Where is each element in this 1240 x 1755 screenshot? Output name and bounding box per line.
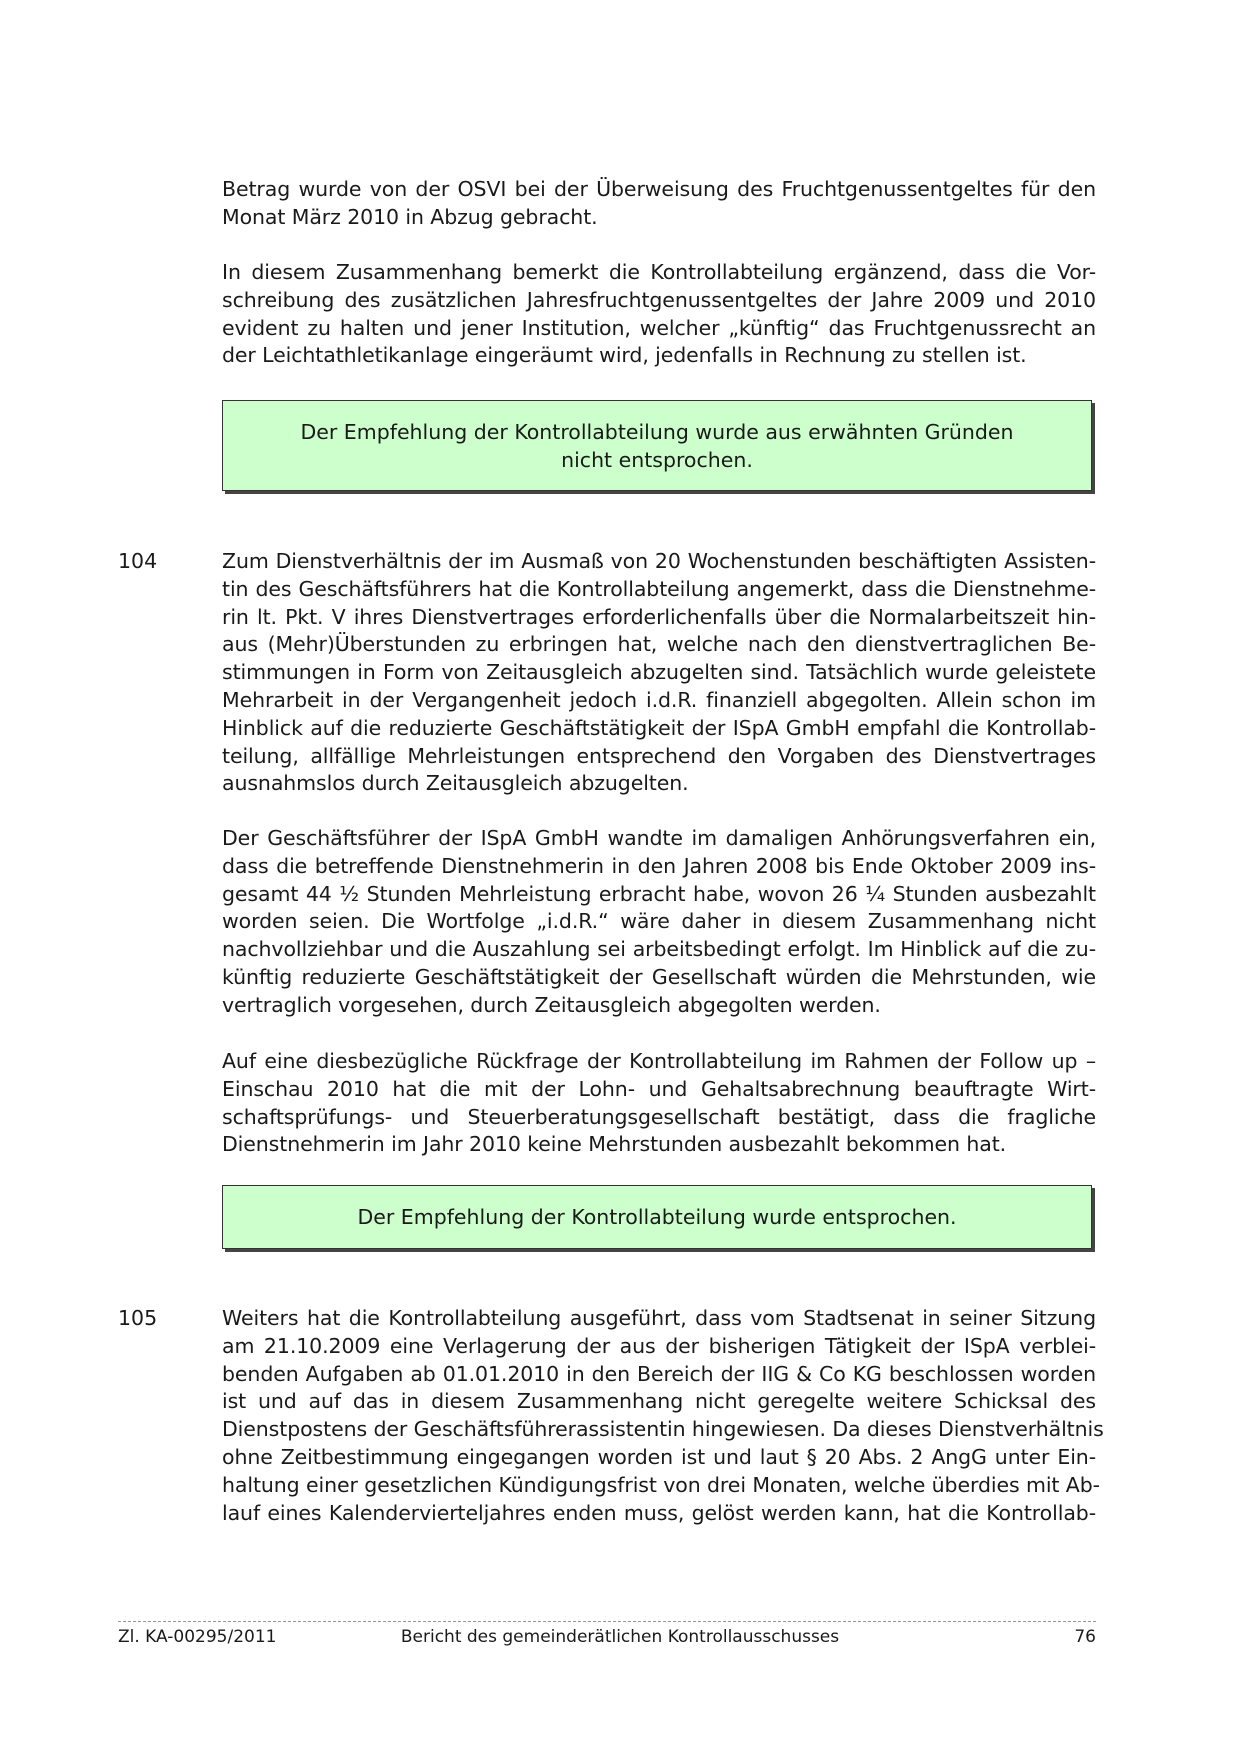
text-line: ausnahmslos durch Zeitausgleich abzugelten.: [222, 771, 689, 796]
section-104-paragraph-3: [222, 1048, 1096, 1159]
text-line: worden seien. Die Wortfolge „i.d.R.“ wäre daher in diesem Zusammenhang nicht: [222, 909, 1096, 934]
text-line: evident zu halten und jener Institution, welcher „künftig“ das Fruchtgenussrecht an: [222, 315, 1096, 340]
text-line: ohne Zeitbestimmung eingegangen worden ist und laut § 20 Abs. 2 AngG unter Ein-: [222, 1444, 1096, 1469]
text-line: am 21.10.2009 eine Verlagerung der aus der bisherigen Tätigkeit der ISpA verblei-: [222, 1333, 1096, 1358]
text-line: Dienstpostens der Geschäftsführerassistentin hingewiesen. Da dieses Dienstverhältnis: [222, 1417, 1104, 1442]
box-text-line: Der Empfehlung der Kontrollabteilung wurde aus erwähnten Gründen: [300, 419, 1014, 444]
recommendation-status-box-implemented: [222, 1185, 1092, 1249]
text-line: vertraglich vorgesehen, durch Zeitausgleich abgegolten werden.: [222, 992, 881, 1017]
text-line: lauf eines Kalendervierteljahres enden muss, gelöst werden kann, hat die Kontrollab-: [222, 1500, 1096, 1525]
text-line: nachvollziehbar und die Auszahlung sei arbeitsbedingt erfolgt. Im Hinblick auf die zu-: [222, 937, 1096, 962]
footer-title: Bericht des gemeinderätlichen Kontrollausschusses: [400, 1627, 840, 1647]
text-line: dass die betreffende Dienstnehmerin in den Jahren 2008 bis Ende Oktober 2009 ins-: [222, 853, 1096, 878]
text-line: Einschau 2010 hat die mit der Lohn- und Gehaltsabrechnung beauftragte Wirt-: [222, 1076, 1096, 1101]
footer-divider: [118, 1621, 1096, 1622]
paragraph-supplement-note: [222, 259, 1096, 370]
text-line: Monat März 2010 in Abzug gebracht.: [222, 204, 598, 229]
text-line: Dienstnehmerin im Jahr 2010 keine Mehrstunden ausbezahlt bekommen hat.: [222, 1132, 1007, 1157]
text-line: haltung einer gesetzlichen Kündigungsfrist von drei Monaten, welche überdies mit Ab-: [222, 1472, 1100, 1497]
footer-page-number: 76: [1074, 1627, 1096, 1647]
text-line: rin lt. Pkt. V ihres Dienstvertrages erforderlichenfalls über die Normalarbeitszeit hin-: [222, 604, 1096, 629]
text-line: benden Aufgaben ab 01.01.2010 in den Bereich der IIG & Co KG beschlossen worden: [222, 1361, 1096, 1386]
text-line: ist und auf das in diesem Zusammenhang nicht geregelte weitere Schicksal des: [222, 1389, 1096, 1414]
text-line: Zum Dienstverhältnis der im Ausmaß von 20 Wochenstunden beschäftigten Assisten-: [222, 549, 1096, 573]
text-line: tin des Geschäftsführers hat die Kontrollabteilung angemerkt, dass die Dienstnehme-: [222, 576, 1096, 601]
text-line: gesamt 44 ½ Stunden Mehrleistung erbracht habe, wovon 26 ¼ Stunden ausbezahlt: [222, 881, 1096, 906]
section-number-105: 105: [118, 1306, 158, 1330]
text-line: teilung, allfällige Mehrleistungen entsprechend den Vorgaben des Dienstvertrages: [222, 743, 1096, 768]
text-line: Mehrarbeit in der Vergangenheit jedoch i.d.R. finanziell abgegolten. Allein schon im: [222, 687, 1096, 712]
section-number-104: 104: [118, 549, 158, 573]
text-line: schreibung des zusätzlichen Jahresfruchtgenussentgeltes der Jahre 2009 und 2010: [222, 287, 1096, 312]
paragraph-osvi-deduction: [222, 176, 1096, 232]
text-line: Weiters hat die Kontrollabteilung ausgeführt, dass vom Stadtsenat in seiner Sitzung: [222, 1306, 1096, 1330]
section-104-paragraph-2: [222, 825, 1096, 1020]
text-line: aus (Mehr)Überstunden zu erbringen hat, welche nach den dienstvertraglichen Be-: [222, 632, 1096, 657]
text-line: Auf eine diesbezügliche Rückfrage der Kontrollabteilung im Rahmen der Follow up –: [222, 1049, 1096, 1073]
text-line: Hinblick auf die reduzierte Geschäftstätigkeit der ISpA GmbH empfahl die Kontrollab-: [222, 715, 1096, 740]
text-line: künftig reduzierte Geschäftstätigkeit der Gesellschaft würden die Mehrstunden, wie: [222, 964, 1096, 989]
box-text-line: nicht entsprochen.: [561, 447, 753, 472]
text-line: stimmungen in Form von Zeitausgleich abzugelten sind. Tatsächlich wurde geleistete: [222, 660, 1096, 685]
section-104-paragraph-1: [222, 548, 1096, 798]
recommendation-status-box-not-implemented: [222, 400, 1092, 491]
text-line: schaftsprüfungs- und Steuerberatungsgesellschaft bestätigt, dass die fragliche: [222, 1104, 1096, 1129]
footer-reference: Zl. KA-00295/2011: [118, 1627, 277, 1647]
text-line: der Leichtathletikanlage eingeräumt wird, jedenfalls in Rechnung zu stellen ist.: [222, 343, 1027, 368]
text-line: Betrag wurde von der OSVI bei der Überweisung des Fruchtgenussentgeltes für den: [222, 177, 1096, 201]
text-line: In diesem Zusammenhang bemerkt die Kontrollabteilung ergänzend, dass die Vor-: [222, 260, 1096, 284]
text-line: Der Geschäftsführer der ISpA GmbH wandte im damaligen Anhörungsverfahren ein,: [222, 826, 1096, 850]
section-105-paragraph-1: [222, 1305, 1104, 1527]
box-text-line: Der Empfehlung der Kontrollabteilung wurde entsprochen.: [357, 1205, 957, 1229]
